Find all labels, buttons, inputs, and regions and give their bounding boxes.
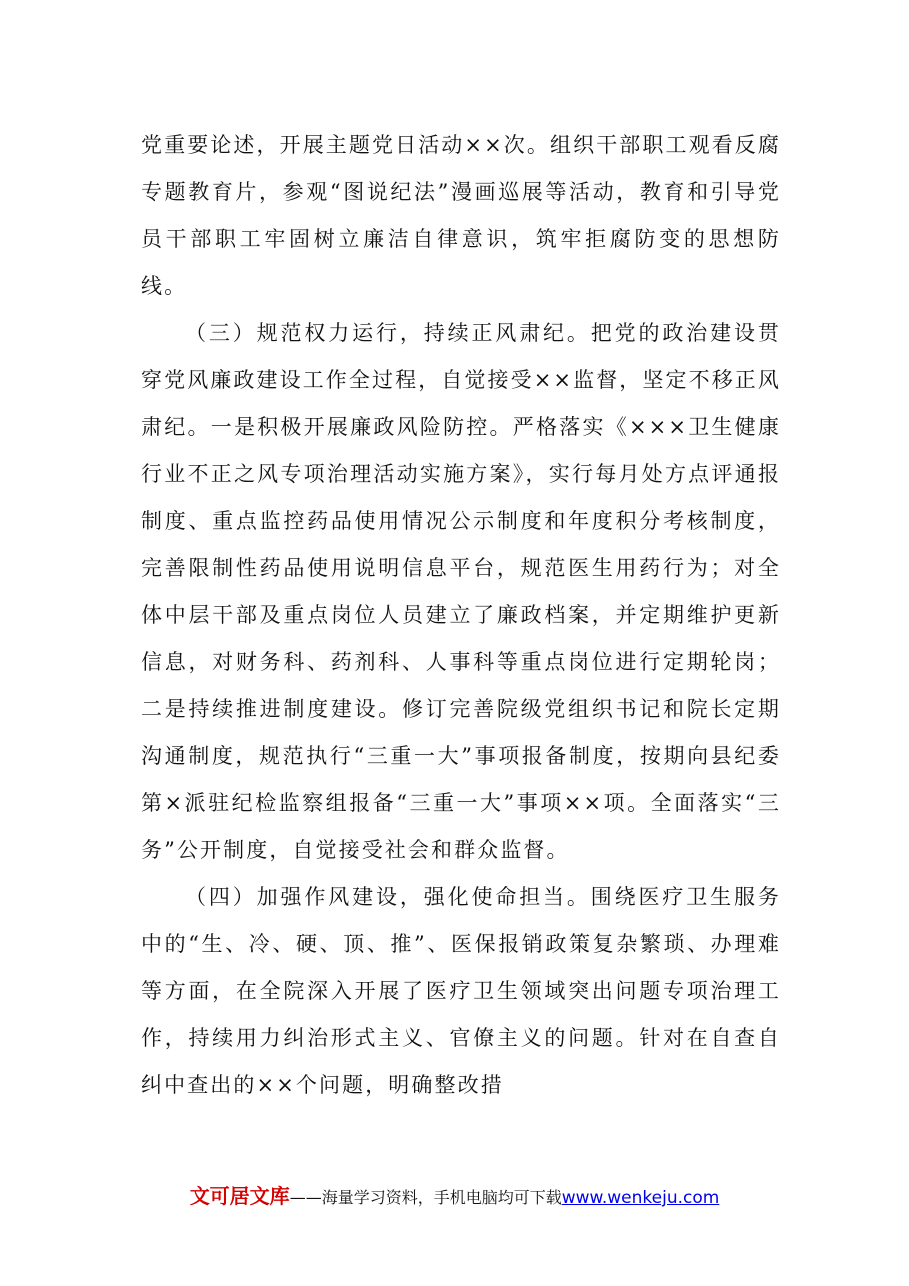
document-body [141,122,781,1109]
footer-banner [0,1180,909,1214]
footer-slogan: ——海量学习资料，手机电脑均可下载 [289,1188,562,1207]
paragraph-2: （三）规范权力运行，持续正风肃纪。把党的政治建设贯穿党风廉政建设工作全过程，自觉接受××监督，坚定不移正风肃纪。一是积极开展廉政风险防控。严格落实《×××卫生健康行业不正之风专项治理活动实施方案》，实行每月处方点评通报制度、重点监控药品使用情况公示制度和年度积分考核制度，完善限制性药品使用说明信息平台，规范医生用药行为；对全体中层干部及重点岗位人员建立了廉政档案，并定期维护更新信息，对财务科、药剂科、人事科等重点岗位进行定期轮岗；二是持续推进制度建设。修订完善院级党组织书记和院长定期沟通制度，规范执行“三重一大”事项报备制度，按期向县纪委第×派驻纪检监察组报备“三重一大”事项××项。全面落实“三务”公开制度，自觉接受社会和群众监督。 [141,321,781,862]
brand-name: 文可居文库 [189,1184,290,1208]
website-link[interactable]: www.wenkeju.com [561,1188,720,1208]
paragraph-3: （四）加强作风建设，强化使命担当。围绕医疗卫生服务中的“生、冷、硬、顶、推”、医保报销政策复杂繁琐、办理难等方面，在全院深入开展了医疗卫生领域突出问题专项治理工作，持续用力纠治形式主义、官僚主义的问题。针对在自查自纠中查出的××个问题，明确整改措 [141,885,781,1097]
paragraph-1: 党重要论述，开展主题党日活动××次。组织干部职工观看反腐专题教育片，参观“图说纪法”漫画巡展等活动，教育和引导党员干部职工牢固树立廉洁自律意识，筑牢拒腐防变的思想防线。 [141,133,781,298]
